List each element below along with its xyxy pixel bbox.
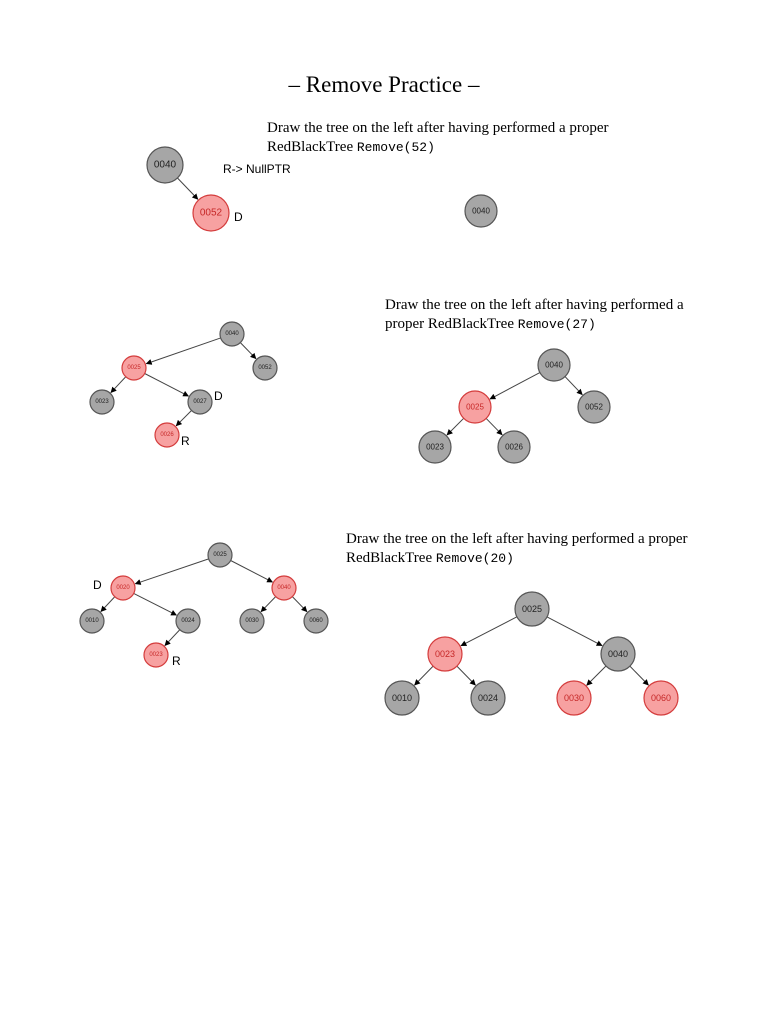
node-label: 0023 [95, 399, 109, 405]
node-label: 0040 [472, 206, 490, 216]
tree-node-0052 [578, 391, 610, 423]
annotation-label: D [214, 389, 223, 403]
edge-c25-c26 [486, 418, 502, 434]
node-label: 0030 [245, 618, 259, 624]
prompt-2-code: Remove(27) [517, 317, 596, 332]
node-label: 0024 [181, 618, 195, 624]
prompt-3-text: Draw the tree on the left after having performed a proper RedBlackTree [346, 531, 688, 566]
page-title: – Remove Practice – [288, 72, 480, 97]
tree-node-0025 [459, 391, 491, 423]
tree-node-0025 [208, 543, 232, 567]
edge-d40-d30 [261, 597, 276, 612]
tree-node-0024 [471, 681, 505, 715]
tree-node-0026 [155, 423, 179, 447]
edge-b27-b26 [176, 410, 191, 425]
node-label: 0052 [258, 365, 272, 371]
annotation-label: D [93, 578, 102, 592]
tree-node-0040 [272, 576, 296, 600]
node-label: 0060 [650, 693, 672, 703]
tree-node-0040 [147, 147, 183, 183]
tree-node-0025 [122, 356, 146, 380]
node-label: 0040 [225, 331, 239, 337]
tree-node-0060 [304, 609, 328, 633]
prompt-2-text: Draw the tree on the left after having performed a proper RedBlackTree [385, 297, 684, 332]
prompt-2 [385, 296, 695, 334]
node-label: 0026 [505, 442, 523, 452]
edge-e40-e30 [587, 666, 606, 685]
node-label: 0010 [391, 693, 413, 703]
tree-node-0010 [80, 609, 104, 633]
node-label: 0026 [160, 432, 174, 438]
tree-node-0026 [498, 431, 530, 463]
node-label: 0040 [545, 360, 563, 370]
annotation-label: R [172, 654, 181, 668]
tree-node-0040 [465, 195, 497, 227]
node-label: 0023 [434, 649, 456, 659]
tree-node-0052 [193, 195, 229, 231]
tree-node-0023 [428, 637, 462, 671]
tree-node-0025 [515, 592, 549, 626]
node-label: 0025 [466, 402, 484, 412]
annotation-label: D [234, 210, 243, 224]
node-label: 0040 [607, 649, 629, 659]
tree-node-0020 [111, 576, 135, 600]
edge-d40-d60 [292, 597, 307, 612]
node-label: 0040 [277, 585, 291, 591]
annotation-label: R [181, 434, 190, 448]
tree-2-after [405, 340, 625, 470]
tree-1-before [130, 135, 430, 245]
node-label: 0025 [521, 604, 543, 614]
edge-b40-b25 [146, 338, 220, 364]
edge-e40-e60 [630, 666, 649, 685]
node-label: 0040 [153, 159, 177, 171]
node-label: 0030 [563, 693, 585, 703]
edge-b25-b23 [111, 377, 126, 393]
edge-d25-d40 [231, 560, 273, 582]
edge-d20-d10 [101, 597, 115, 612]
node-label: 0010 [85, 618, 99, 624]
node-label: 0023 [426, 442, 444, 452]
edge-n40-n52 [177, 178, 197, 199]
node-label: 0025 [213, 552, 227, 558]
tree-node-0040 [601, 637, 635, 671]
edge-e25-e23 [461, 617, 517, 646]
tree-node-0024 [176, 609, 200, 633]
prompt-3-code: Remove(20) [435, 551, 514, 566]
tree-1-after [440, 180, 540, 240]
annotation-label: R-> NullPTR [223, 162, 291, 176]
edge-c40-c25 [490, 373, 540, 400]
edge-e25-e40 [547, 617, 602, 646]
tree-node-0040 [538, 349, 570, 381]
node-label: 0052 [585, 402, 603, 412]
node-label: 0027 [193, 399, 207, 405]
edge-d25-d20 [135, 559, 208, 584]
edge-e23-e10 [415, 666, 434, 685]
edge-d24-d23 [165, 630, 180, 646]
node-label: 0025 [127, 365, 141, 371]
prompt-3 [346, 530, 706, 568]
tree-node-0010 [385, 681, 419, 715]
node-label: 0024 [477, 693, 499, 703]
tree-node-0023 [419, 431, 451, 463]
tree-node-0030 [240, 609, 264, 633]
tree-node-0052 [253, 356, 277, 380]
edge-d20-d24 [134, 593, 177, 615]
tree-3-before [70, 535, 350, 675]
tree-node-0023 [90, 390, 114, 414]
edge-b25-b27 [145, 373, 189, 396]
tree-node-0027 [188, 390, 212, 414]
tree-node-0040 [220, 322, 244, 346]
node-label: 0023 [149, 652, 163, 658]
edge-b40-b52 [240, 343, 256, 359]
node-label: 0060 [309, 618, 323, 624]
tree-2-before [80, 315, 300, 455]
node-label: 0020 [116, 585, 130, 591]
edge-e23-e24 [457, 666, 476, 685]
tree-node-0030 [557, 681, 591, 715]
node-label: 0052 [199, 207, 223, 219]
tree-node-0060 [644, 681, 678, 715]
tree-3-after [375, 585, 695, 725]
prompt-1-code: Remove(52) [356, 140, 435, 155]
tree-node-0023 [144, 643, 168, 667]
prompt-1-text: Draw the tree on the left after having performed a proper RedBlackTree [267, 120, 609, 155]
edge-c25-c23 [447, 418, 464, 435]
edge-c40-c52 [565, 377, 582, 395]
